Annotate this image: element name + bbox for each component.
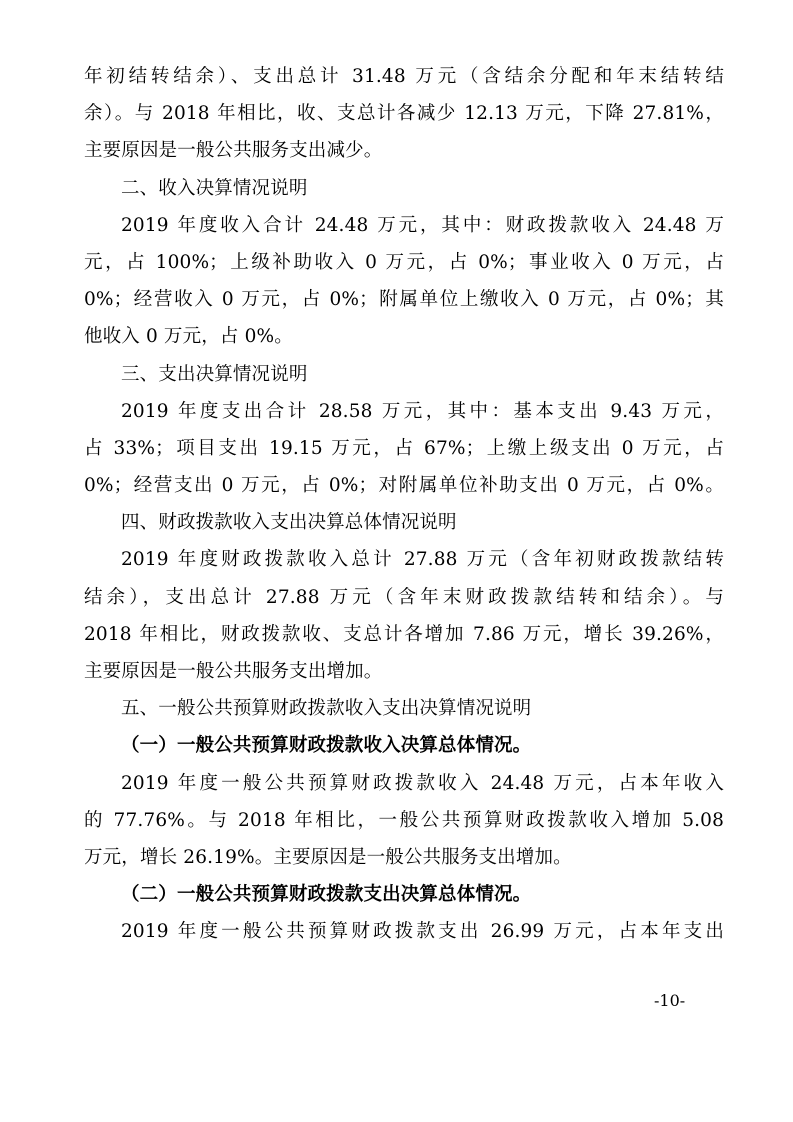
text-line: 主要原因是一般公共服务支出增加。 <box>84 661 383 682</box>
text-line: 0%；经营支出 0 万元，占 0%；对附属单位补助支出 0 万元，占 0%。 <box>84 475 724 497</box>
text-line: 2019 年度一般公共预算财政拨款支出 26.99 万元，占本年支出 <box>121 921 724 943</box>
text-line: 0%；经营收入 0 万元，占 0%；附属单位上缴收入 0 万元，占 0%；其 <box>84 289 724 311</box>
text-line: 他收入 0 万元，占 0%。 <box>84 326 293 348</box>
section-heading-expenditure: 三、支出决算情况说明 <box>121 363 308 385</box>
text-line: 元，占 100%；上级补助收入 0 万元，占 0%；事业收入 0 万元，占 <box>84 251 724 273</box>
text-line: 2019 年度财政拨款收入总计 27.88 万元（含年初财政拨款结转 <box>121 549 724 571</box>
page-number: -10- <box>654 991 686 1010</box>
para-income <box>84 207 724 356</box>
document-page-body <box>84 58 724 951</box>
subheading-general-budget-expenditure: （二）一般公共预算财政拨款支出决算总体情况。 <box>121 884 532 906</box>
para-general-budget-expenditure <box>84 913 724 950</box>
text-line: 余）。与 2018 年相比，收、支总计各减少 12.13 万元，下降 27.81%， <box>84 103 724 125</box>
section-heading-general-budget: 五、一般公共预算财政拨款收入支出决算情况说明 <box>121 698 532 720</box>
text-line: 占 33%；项目支出 19.15 万元，占 67%；上缴上级支出 0 万元，占 <box>84 437 724 459</box>
para-fiscal-total <box>84 541 724 690</box>
text-line: 2019 年度一般公共预算财政拨款收入 24.48 万元，占本年收入 <box>121 772 724 794</box>
para-general-budget-income <box>84 765 724 877</box>
section-heading-income: 二、收入决算情况说明 <box>121 177 308 199</box>
text-line: 2019 年度支出合计 28.58 万元，其中：基本支出 9.43 万元， <box>121 400 724 422</box>
text-line: 万元，增长 26.19%。主要原因是一般公共服务支出增加。 <box>84 846 572 868</box>
text-line: 年初结转结余）、支出总计 31.48 万元（含结余分配和年末结转结 <box>84 66 724 87</box>
section-heading-fiscal-total: 四、财政拨款收入支出决算总体情况说明 <box>121 512 457 534</box>
para-continuation-overview <box>84 58 724 170</box>
text-line: 的 77.76%。与 2018 年相比，一般公共预算财政拨款收入增加 5.08 <box>84 809 724 831</box>
text-line: 结余），支出总计 27.88 万元（含年末财政拨款结转和结余）。与 <box>84 586 724 608</box>
text-line: 主要原因是一般公共服务支出减少。 <box>84 140 383 162</box>
subheading-general-budget-income: （一）一般公共预算财政拨款收入决算总体情况。 <box>121 735 532 757</box>
para-expenditure <box>84 393 724 505</box>
text-line: 2019 年度收入合计 24.48 万元，其中：财政拨款收入 24.48 万 <box>121 214 724 236</box>
text-line: 2018 年相比，财政拨款收、支总计各增加 7.86 万元，增长 39.26%， <box>84 623 724 645</box>
